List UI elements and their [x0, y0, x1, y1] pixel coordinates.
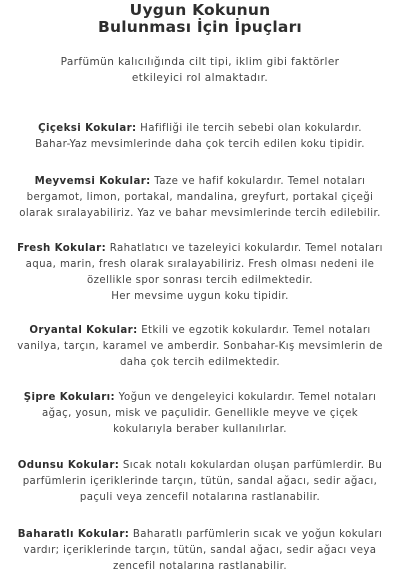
section-oriental-heading: Oryantal Kokular:	[29, 325, 138, 336]
section-fresh-line: özellikle spor sonrası tercih edilmektedir.	[87, 275, 313, 286]
section-woody-heading: Odunsu Kokular:	[17, 460, 120, 471]
section-floral-line: Bahar-Yaz mevsimlerinde daha çok tercih edilen koku tipidir.	[35, 139, 365, 150]
section-chypre-heading: Şipre Kokuları:	[23, 392, 116, 403]
section-fruity	[6, 174, 394, 222]
section-spicy-line: vardır; içeriklerinde tarçın, tütün, sandal ağacı, sedir ağacı veya	[23, 545, 377, 556]
section-fresh-heading: Fresh Kokular:	[17, 243, 107, 254]
intro-line-2: etkileyici rol almaktadır.	[131, 72, 269, 84]
section-fruity-first-line	[6, 174, 394, 190]
section-chypre-first-line	[6, 390, 394, 406]
section-oriental-line: daha çok tercih edilmektedir.	[119, 357, 281, 368]
section-oriental-line: vanilya, tarçın, karamel ve amberdir. Sonbahar-Kış mevsimlerin de	[17, 341, 383, 352]
section-floral-first-text: Hafifliği ile tercih sebebi olan kokulardır.	[136, 123, 362, 134]
section-woody-line: paçuli veya zencefil notalarına rastlanabilir.	[79, 492, 321, 503]
page-title-line-1: Uygun Kokunun	[129, 1, 271, 19]
section-chypre-first-text: Yoğun ve dengeleyici kokulardır. Temel notaları	[115, 392, 377, 403]
section-floral	[6, 121, 394, 153]
section-woody-line: parfümlerin içeriklerinde tarçın, tütün, sandal ağacı, sedir ağacı,	[22, 476, 378, 487]
section-oriental-first-line	[6, 323, 394, 339]
section-fruity-heading: Meyvemsi Kokular:	[34, 176, 151, 187]
section-floral-heading: Çiçeksi Kokular:	[38, 123, 137, 134]
section-fruity-line: bergamot, limon, portakal, mandalina, greyfurt, portakal çiçeği	[26, 192, 374, 203]
section-woody-first-text: Sıcak notalı kokulardan oluşan parfümlerdir. Bu	[119, 460, 383, 471]
section-spicy-heading: Baharatlı Kokular:	[17, 529, 130, 540]
section-oriental	[6, 323, 394, 371]
section-spicy-line: zencefil notalarına rastlanabilir.	[113, 561, 287, 570]
section-woody-first-line	[6, 458, 394, 474]
section-spicy-first-line	[6, 527, 394, 543]
section-woody	[6, 458, 394, 506]
section-floral-first-line	[6, 121, 394, 137]
section-fruity-first-text: Taze ve hafif kokulardır. Temel notaları	[150, 176, 366, 187]
section-chypre-line: ağaç, yosun, misk ve paçulidir. Genellikle meyve ve çiçek	[41, 408, 359, 419]
section-chypre	[6, 390, 394, 438]
section-fresh	[6, 241, 394, 305]
section-spicy-first-text: Baharatlı parfümlerin sıcak ve yoğun kokuları	[129, 529, 383, 540]
section-fresh-first-text: Rahatlatıcı ve tazeleyici kokulardır. Temel notaları	[106, 243, 383, 254]
section-spicy	[6, 527, 394, 570]
section-fresh-first-line	[6, 241, 394, 257]
section-chypre-line: kokularıyla beraber kullanılırlar.	[113, 424, 287, 435]
section-fruity-line: olarak sıralayabiliriz. Yaz ve bahar mevsimlerinde tercih edilebilir.	[19, 208, 381, 219]
intro-paragraph	[0, 54, 400, 86]
section-fresh-line: Her mevsime uygun koku tipidir.	[111, 291, 289, 302]
page-title	[0, 2, 400, 36]
section-fresh-line: aqua, marin, fresh olarak sıralayabiliriz. Fresh olması nedeni ile	[25, 259, 375, 270]
intro-line-1: Parfümün kalıcılığında cilt tipi, iklim gibi faktörler	[60, 56, 340, 68]
page-title-line-2: Bulunması İçin İpuçları	[98, 18, 302, 36]
section-oriental-first-text: Etkili ve egzotik kokulardır. Temel notaları	[137, 325, 371, 336]
